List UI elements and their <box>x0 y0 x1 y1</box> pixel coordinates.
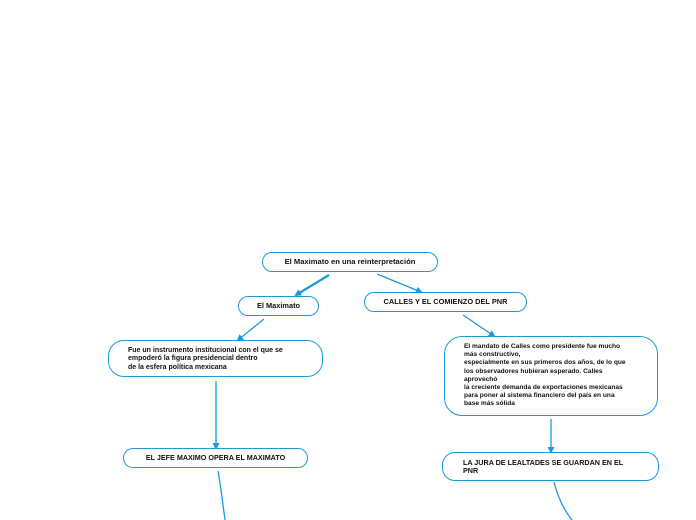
connector-maximato-to-fue <box>238 319 264 340</box>
node-calles-pnr[interactable]: CALLES Y EL COMIENZO DEL PNR <box>364 292 527 312</box>
node-root-topic[interactable]: El Maximato en una reinterpretación <box>262 252 438 272</box>
node-jefe-maximo[interactable]: EL JEFE MAXIMO OPERA EL MAXIMATO <box>123 448 308 468</box>
connector-jura-continuation <box>554 482 572 520</box>
node-jura-lealtades[interactable]: LA JURA DE LEALTADES SE GUARDAN EN EL PNR <box>442 452 659 481</box>
node-mandato-calles[interactable]: El mandato de Calles como presidente fue mucho más constructivo, especialmente en sus primeros dos años, de lo que los observadores hubieran esperado. Calles aprovechó la creciente demanda de exportaciones mexicanas para poner al sistema financiero del país en una base más sólida <box>444 336 658 416</box>
connector-calles-to-mandato <box>463 315 494 336</box>
node-instrumento-institucional[interactable]: Fue un instrumento institucional con el que se empoderó la figura presidencial dentro de la esfera política mexicana <box>108 340 323 377</box>
connector-root-to-calles <box>377 274 421 292</box>
node-el-maximato[interactable]: El Maximato <box>238 296 319 316</box>
connector-jefe-continuation <box>218 471 225 520</box>
connector-root-to-maximato <box>296 275 329 295</box>
